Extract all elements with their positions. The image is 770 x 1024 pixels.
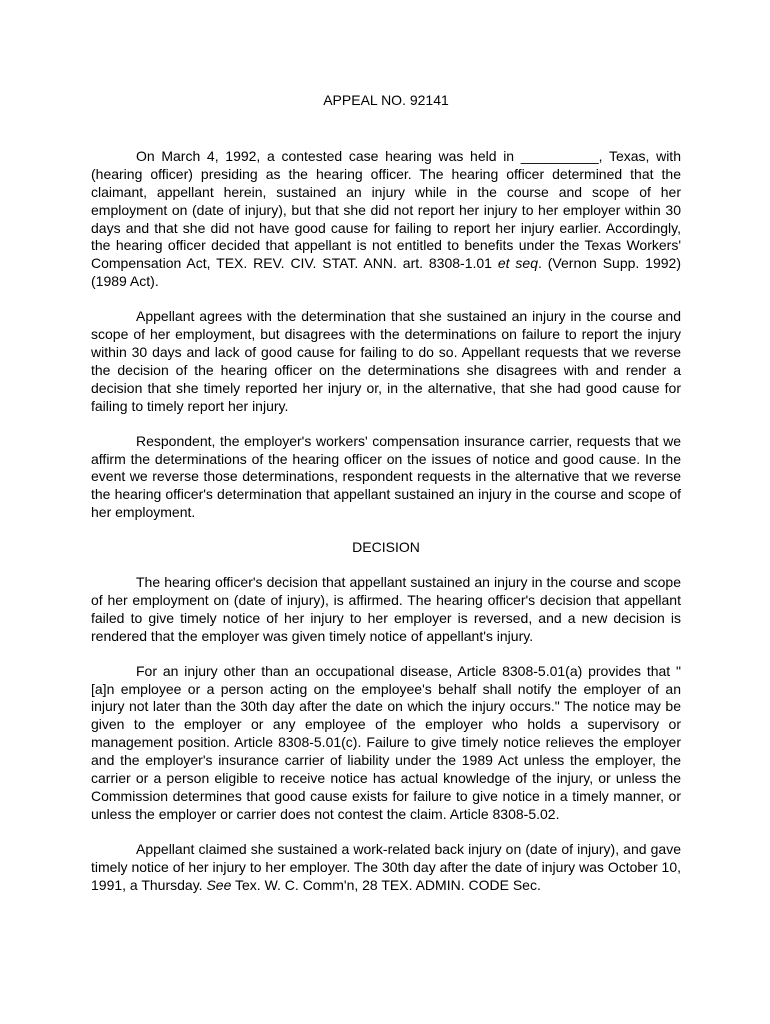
- paragraph-decision-summary: [91, 574, 681, 646]
- paragraph-respondent-position: [91, 433, 681, 523]
- text-run: Tex. W. C. Comm'n, 28 TEX. ADMIN. CODE Sec.: [231, 876, 541, 893]
- paragraph-appellant-position: [91, 308, 681, 415]
- decision-heading: DECISION: [352, 539, 420, 556]
- text-run: The hearing officer's decision that appellant sustained an injury in the course and scope of her employment on (date of injury), is affirmed. The hearing officer's decision that appellant failed to give timely notice of her injury to her employer is reversed, and a new decision is rendered that the employer was given timely notice of appellant's injury.: [91, 574, 681, 644]
- text-run: Appellant claimed she sustained a work-related back injury on (date of injury), and gave timely notice of her injury to her employer. The 30th day after the date of injury was October 10, 1991, a Thursday.: [91, 840, 681, 893]
- text-run: Respondent, the employer's workers' compensation insurance carrier, requests that we affirm the determinations of the hearing officer on the issues of notice and good cause. In the event we reverse those determinations, respondent requests in the alternative that we reverse the hearing officer's determination that appellant sustained an injury in the course and scope of her employment.: [91, 432, 681, 521]
- paragraph-appellant-claim: [91, 841, 681, 895]
- italic-run: See: [206, 876, 232, 893]
- document-title: APPEAL NO. 92141: [323, 92, 449, 108]
- text-run: Appellant agrees with the determination that she sustained an injury in the course and scope of her employment, but disagrees with the determinations on failure to report the injury within 30 days and lack of good cause for failing to do so. Appellant requests that we reverse the decision of the hearing officer on the determinations she disagrees with and render a decision that she timely reported her injury or, in the alternative, that she had good cause for failing to timely report her injury.: [91, 308, 681, 414]
- text-run: On March 4, 1992, a contested case hearing was held in __________, Texas, with (hearing officer) presiding as the hearing officer. The hearing officer determined that the claimant, appellant herein, sustained an injury while in the course and scope of her employment on (date of injury), but that she did not report her injury to her employer within 30 days and that she did not have good cause for failing to report her injury earlier. Accordingly, the hearing officer decided that appellant is not entitled to benefits under the Texas Workers' Compensation Act, TEX. REV. CIV. STAT. ANN. art. 8308-1.01: [91, 147, 681, 272]
- paragraph-hearing-summary: [91, 148, 681, 291]
- document-page: [91, 92, 681, 912]
- italic-run: et seq: [497, 255, 538, 272]
- paragraph-notice-law: [91, 663, 681, 824]
- text-run: For an injury other than an occupational disease, Article 8308-5.01(a) provides that "[a]n employee or a person acting on the employee's behalf shall notify the employer of an injury not later than the 30th day after the date on which the injury occurs." The notice may be given to the employer or any employee of the employer who holds a supervisory or management position. Article 8308-5.01(c). Failure to give timely notice relieves the employer and the employer's insurance carrier of liability under the 1989 Act unless the employer, the carrier or a person eligible to receive notice has actual knowledge of the injury, or unless the Commission determines that good cause exists for failure to give notice in a timely manner, or unless the employer or carrier does not contest the claim. Article 8308-5.02.: [91, 662, 681, 822]
- text-run: . (Vernon Supp. 1992) (1989 Act).: [91, 255, 681, 290]
